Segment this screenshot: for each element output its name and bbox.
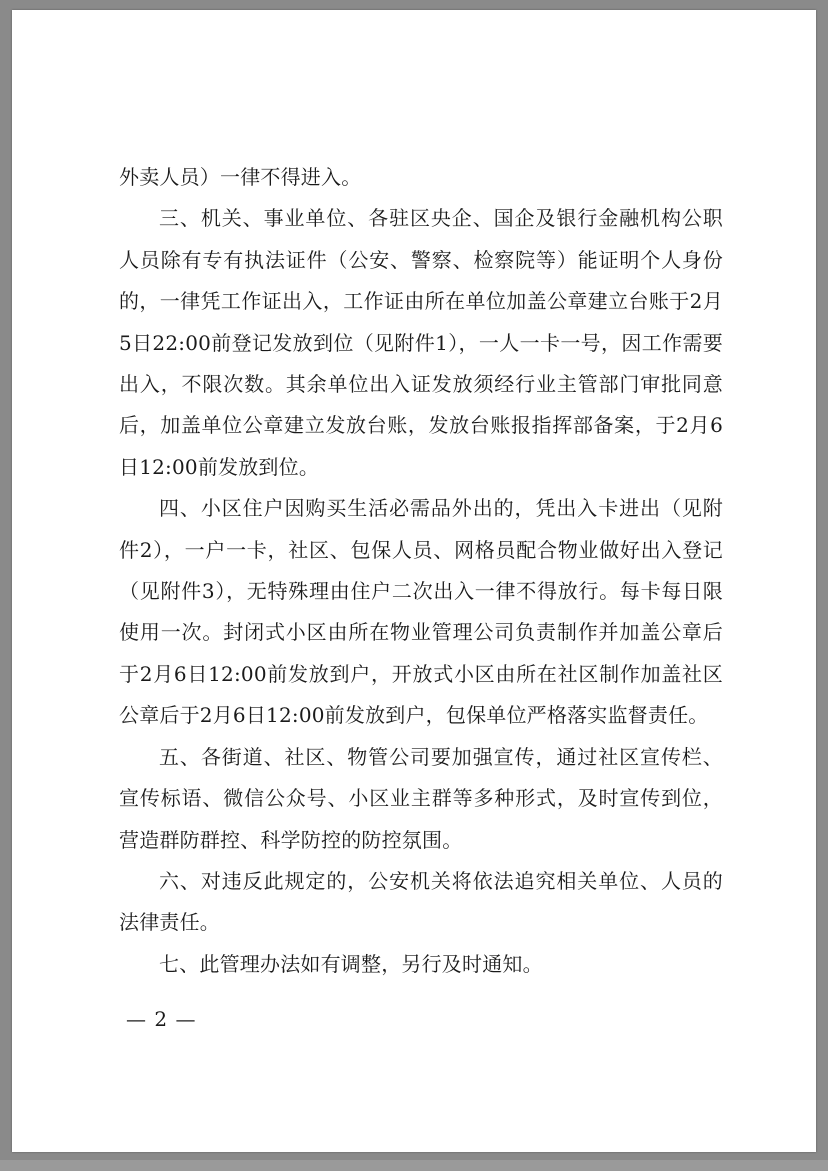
paragraph-item-7: 七、此管理办法如有调整，另行及时通知。 bbox=[159, 951, 543, 976]
paragraph-item-5: 五、各街道、社区、物管公司要加强宣传，通过社区宣传栏、宣传标语、微信公众号、小区业主群等多种形式，及时宣传到位，营造群防群控、科学防控的防控氛围。 bbox=[119, 744, 723, 852]
page-number: — 2 — bbox=[126, 1007, 197, 1031]
document-page bbox=[12, 10, 816, 1152]
paragraph-item-6: 六、对违反此规定的，公安机关将依法追究相关单位、人员的法律责任。 bbox=[119, 868, 723, 935]
paragraph-item-3: 三、机关、事业单位、各驻区央企、国企及银行金融机构公职人员除有专有执法证件（公安、警察、检察院等）能证明个人身份的，一律凭工作证出入，工作证由所在单位加盖公章建立台账于2月5日22:00前登记发放到位（见附件1），一人一卡一号，因工作需要出入，不限次数。其余单位出入证发放须经行业主管部门审批同意后，加盖单位公章建立发放台账，发放台账报指挥部备案，于2月6日12:00前发放到位。 bbox=[119, 206, 723, 479]
document-body bbox=[119, 157, 723, 985]
paragraph-item-4: 四、小区住户因购买生活必需品外出的，凭出入卡进出（见附件2），一户一卡，社区、包保人员、网格员配合物业做好出入登记（见附件3），无特殊理由住户二次出入一律不得放行。每卡每日限使用一次。封闭式小区由所在物业管理公司负责制作并加盖公章后于2月6日12:00前发放到户，开放式小区由所在社区制作加盖社区公章后于2月6日12:00前发放到户，包保单位严格落实监督责任。 bbox=[119, 496, 723, 728]
paragraph-continued: 外卖人员）一律不得进入。 bbox=[119, 165, 362, 189]
viewer-background-strip bbox=[0, 1160, 828, 1171]
